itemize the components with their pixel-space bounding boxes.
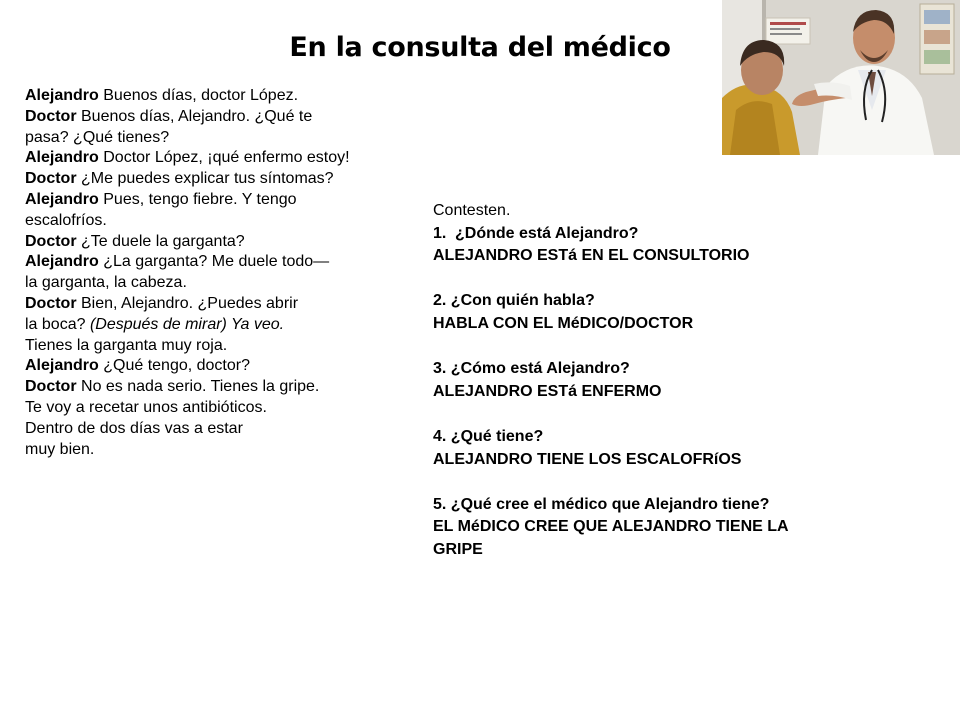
speaker-name: Doctor (25, 378, 77, 396)
dialogue-text-segment: Te voy a recetar unos antibióticos. (25, 398, 267, 416)
dialogue-text-segment: ¿La garganta? Me duele todo— (98, 253, 330, 271)
speaker-name: Alejandro (25, 357, 99, 375)
doctor-patient-photo (722, 0, 960, 155)
dialogue-line (25, 190, 425, 211)
question-text: ¿Qué tiene? (450, 427, 544, 445)
question-1 (433, 223, 933, 246)
answer-1: ALEJANDRO ESTá EN EL CONSULTORIO (433, 247, 750, 265)
question-2 (433, 290, 933, 313)
dialogue-line (25, 148, 425, 169)
spacer (433, 268, 933, 291)
question-text: ¿Qué cree el médico que Alejandro tiene? (450, 495, 770, 513)
dialogue-line (25, 419, 425, 440)
question-text: ¿Cómo está Alejandro? (450, 360, 630, 378)
dialogue-line (25, 128, 425, 149)
dialogue-text-segment: Tienes la garganta muy roja. (25, 336, 228, 354)
speaker-name: Alejandro (25, 253, 99, 271)
dialogue-line (25, 315, 425, 336)
speaker-name: Doctor (25, 232, 77, 250)
spacer (433, 471, 933, 494)
dialogue-line (25, 336, 425, 357)
answer-2: HABLA CON EL MéDICO/DOCTOR (433, 314, 694, 332)
answer-5-line-2: GRIPE (433, 540, 483, 558)
question-number: 2. (433, 292, 447, 310)
question-4 (433, 426, 933, 449)
speaker-name: Doctor (25, 294, 77, 312)
dialogue-line (25, 398, 425, 419)
dialogue-text-segment: la boca? (25, 315, 90, 333)
answer-4: ALEJANDRO TIENE LOS ESCALOFRíOS (433, 450, 742, 468)
dialogue-text (25, 86, 425, 460)
dialogue-line (25, 252, 425, 273)
page-title: En la consulta del médico (289, 32, 671, 63)
dialogue-line (25, 169, 425, 190)
stage-direction: (Después de mirar) Ya veo. (89, 315, 285, 333)
dialogue-text-segment: No es nada serio. Tienes la gripe. (76, 378, 320, 396)
dialogue-text-segment: Pues, tengo fiebre. Y tengo (98, 190, 297, 208)
dialogue-text-segment: la garganta, la cabeza. (25, 274, 187, 292)
dialogue-text-segment: Dentro de dos días vas a estar (25, 419, 243, 437)
dialogue-line (25, 107, 425, 128)
dialogue-line (25, 377, 425, 398)
questions-heading: Contesten. (433, 202, 511, 219)
dialogue-text-segment: Bien, Alejandro. ¿Puedes abrir (76, 294, 299, 312)
dialogue-text-segment: Doctor López, ¡qué enfermo estoy! (98, 149, 350, 167)
spacer (433, 403, 933, 426)
question-number: 3. (433, 360, 447, 378)
question-5 (433, 494, 933, 517)
speaker-name: Doctor (25, 170, 77, 188)
questions-section (433, 200, 933, 562)
spacer (433, 336, 933, 359)
answer-3: ALEJANDRO ESTá ENFERMO (433, 382, 662, 400)
dialogue-line (25, 232, 425, 253)
question-3 (433, 358, 933, 381)
dialogue-text-segment: ¿Me puedes explicar tus síntomas? (76, 170, 334, 188)
dialogue-line (25, 211, 425, 232)
dialogue-text-segment: ¿Te duele la garganta? (76, 232, 245, 250)
dialogue-line (25, 273, 425, 294)
dialogue-text-segment: Buenos días, Alejandro. ¿Qué te (76, 107, 313, 125)
answer-5-line-1: EL MéDICO CREE QUE ALEJANDRO TIENE LA (433, 518, 789, 536)
dialogue-line (25, 356, 425, 377)
dialogue-text-segment: ¿Qué tengo, doctor? (98, 357, 250, 375)
question-number: 4. (433, 427, 447, 445)
dialogue-text-segment: Buenos días, doctor López. (98, 87, 299, 104)
doctor-examining-patient-photo (722, 0, 960, 155)
question-number: 5. (433, 495, 447, 513)
question-text: ¿Con quién habla? (450, 292, 595, 310)
speaker-name: Doctor (25, 107, 77, 125)
dialogue-line (25, 86, 425, 107)
dialogue-line (25, 440, 425, 461)
question-text: ¿Dónde está Alejandro? (455, 224, 639, 242)
dialogue-text-segment: pasa? ¿Qué tienes? (25, 128, 170, 146)
question-number: 1. (433, 224, 447, 242)
dialogue-line (25, 294, 425, 315)
speaker-name: Alejandro (25, 87, 99, 104)
dialogue-text-segment: escalofríos. (25, 211, 107, 229)
speaker-name: Alejandro (25, 190, 99, 208)
dialogue-text-segment: muy bien. (25, 440, 95, 458)
speaker-name: Alejandro (25, 149, 99, 167)
